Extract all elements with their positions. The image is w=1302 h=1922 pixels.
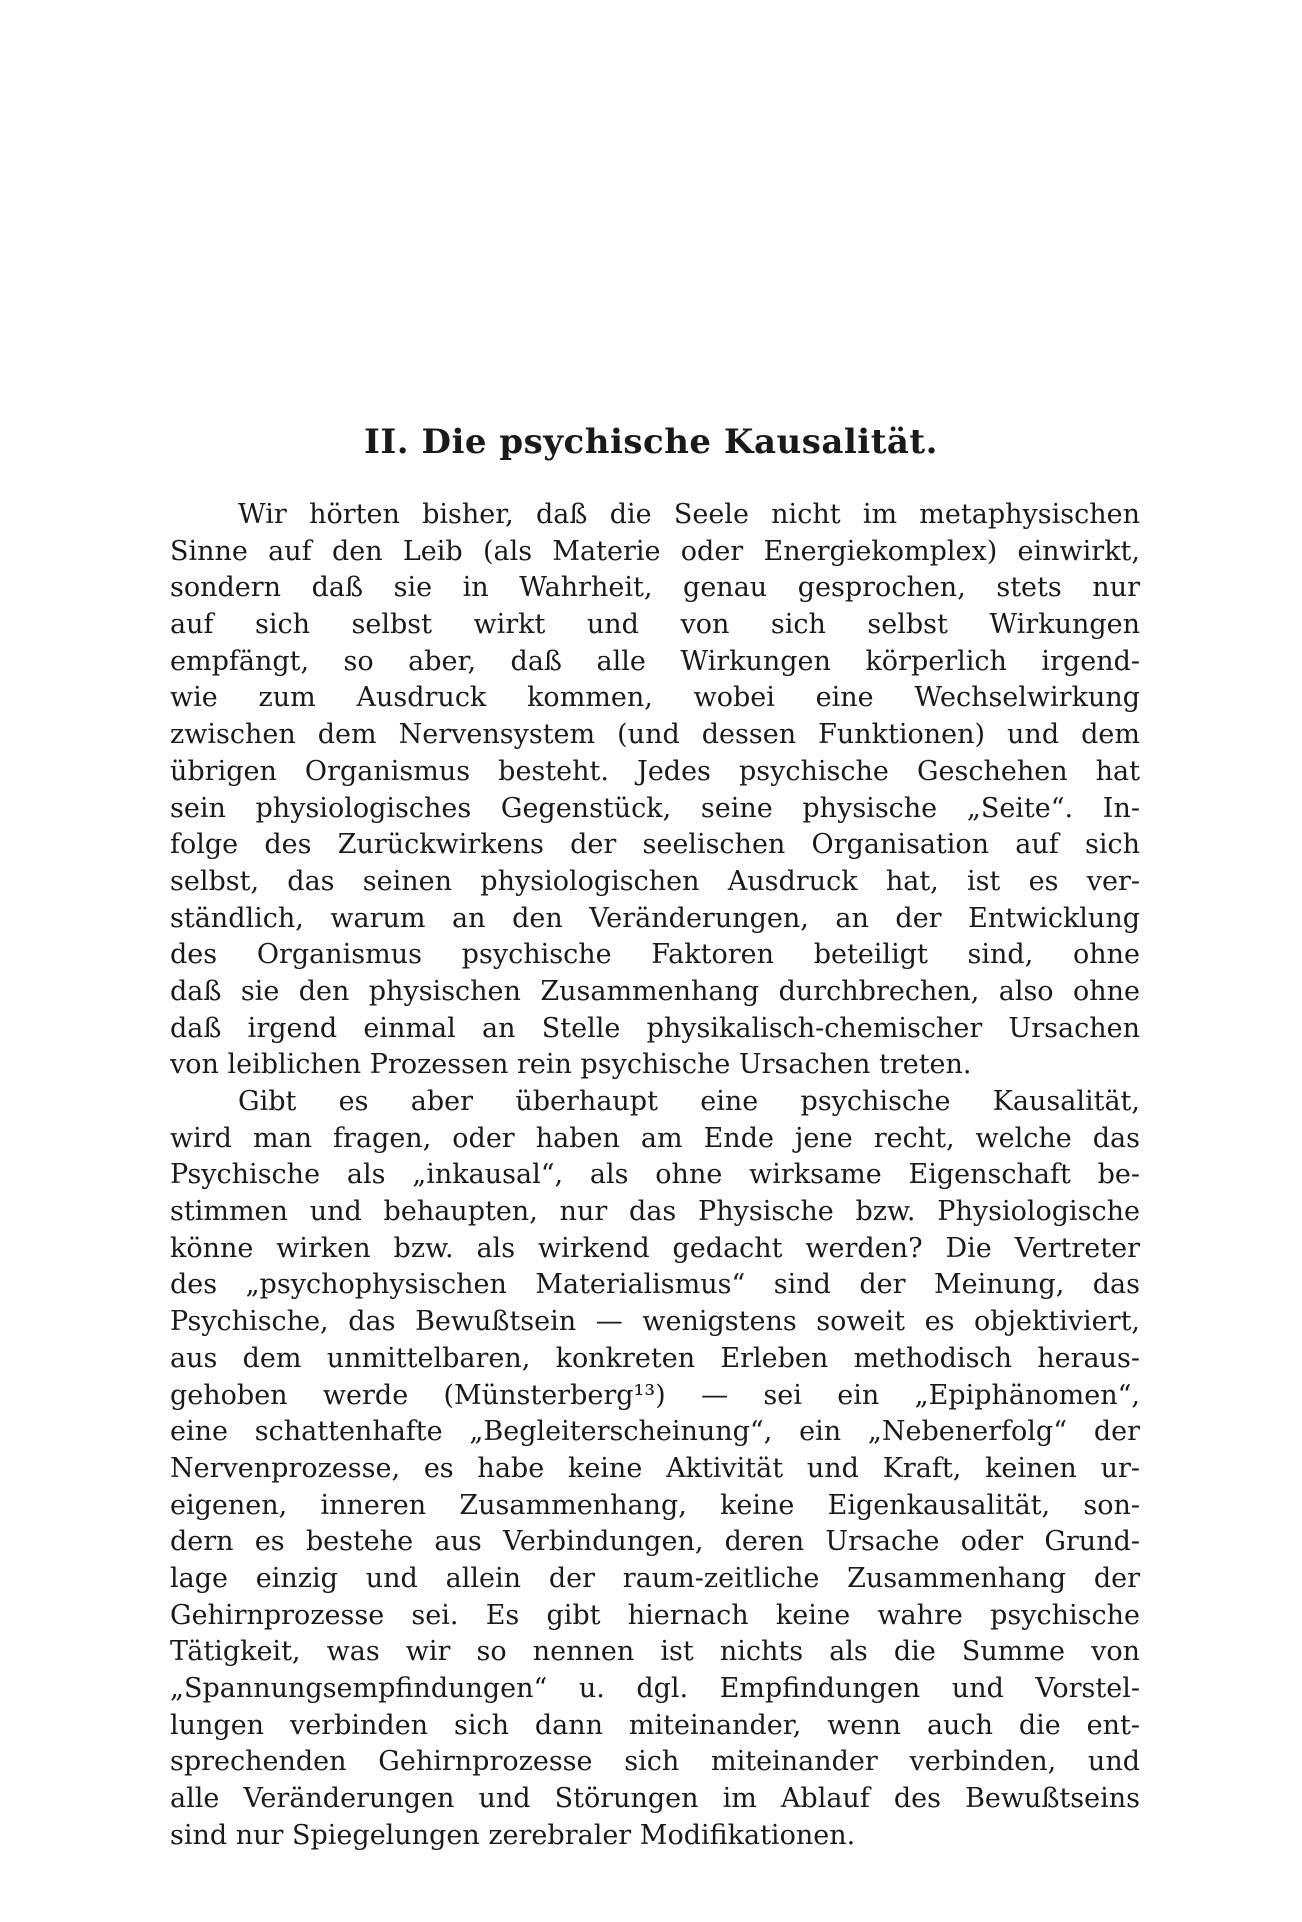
- text-line: sind nur Spiegelungen zerebraler Modifikationen.: [170, 1819, 856, 1851]
- text-line: gehoben werde (Münsterberg¹³) — sei ein „Epiphänomen“,: [170, 1379, 1140, 1411]
- text-line: von leiblichen Prozessen rein psychische Ursachen treten.: [170, 1049, 972, 1081]
- text-line: wird man fragen, oder haben am Ende jene recht, welche das: [170, 1122, 1140, 1154]
- text-line: sondern daß sie in Wahrheit, genau gesprochen, stets nur: [170, 572, 1140, 604]
- text-line: Wir hörten bisher, daß die Seele nicht im metaphysischen: [238, 499, 1140, 530]
- text-line: des „psychophysischen Materialismus“ sind der Meinung, das: [170, 1269, 1140, 1301]
- text-line: „Spannungsempfindungen“ u. dgl. Empfindungen und Vorstel-: [170, 1673, 1140, 1704]
- text-line: daß sie den physischen Zusammenhang durchbrechen, also ohne: [170, 975, 1140, 1007]
- text-line: lungen verbinden sich dann miteinander, wenn auch die ent-: [170, 1709, 1140, 1741]
- text-line: lage einzig und allein der raum-zeitliche Zusammenhang der: [170, 1562, 1140, 1594]
- paragraph-2: [170, 1084, 1140, 1854]
- text-line: Psychische, das Bewußtsein — wenigstens soweit es objektiviert,: [170, 1306, 1140, 1338]
- text-line: Sinne auf den Leib (als Materie oder Energiekomplex) einwirkt,: [170, 535, 1140, 567]
- text-line: eine schattenhafte „Begleiterscheinung“, ein „Nebenerfolg“ der: [170, 1416, 1140, 1448]
- paragraph-1: [170, 497, 1140, 1084]
- text-line: könne wirken bzw. als wirkend gedacht werden? Die Vertreter: [170, 1232, 1140, 1264]
- text-line: daß irgend einmal an Stelle physikalisch-chemischer Ursachen: [170, 1012, 1140, 1044]
- text-line: alle Veränderungen und Störungen im Ablauf des Bewußtseins: [170, 1783, 1140, 1815]
- text-line: selbst, das seinen physiologischen Ausdruck hat, ist es ver-: [170, 865, 1140, 897]
- text-line: stimmen und behaupten, nur das Physische bzw. Physiologische: [170, 1196, 1140, 1228]
- text-line: empfängt, so aber, daß alle Wirkungen körperlich irgend-: [170, 645, 1140, 677]
- text-line: übrigen Organismus besteht. Jedes psychische Geschehen hat: [170, 755, 1140, 787]
- text-line: ständlich, warum an den Veränderungen, an der Entwicklung: [170, 902, 1140, 934]
- text-line: folge des Zurückwirkens der seelischen Organisation auf sich: [170, 829, 1140, 861]
- chapter-title: II. Die psychische Kausalität.: [364, 422, 938, 462]
- text-line: sein physiologisches Gegenstück, seine physische „Seite“. In-: [170, 792, 1140, 824]
- text-line: auf sich selbst wirkt und von sich selbst Wirkungen: [170, 609, 1140, 641]
- text-line: aus dem unmittelbaren, konkreten Erleben methodisch heraus-: [170, 1342, 1140, 1374]
- body-text: [170, 497, 1140, 1854]
- text-line: zwischen dem Nervensystem (und dessen Funktionen) und dem: [170, 719, 1140, 751]
- text-line: dern es bestehe aus Verbindungen, deren Ursache oder Grund-: [170, 1526, 1140, 1558]
- text-line: Nervenprozesse, es habe keine Aktivität und Kraft, keinen ur-: [170, 1452, 1140, 1484]
- text-line: wie zum Ausdruck kommen, wobei eine Wechselwirkung: [170, 682, 1140, 714]
- text-line: Gibt es aber überhaupt eine psychische Kausalität,: [238, 1086, 1140, 1117]
- text-line: eigenen, inneren Zusammenhang, keine Eigenkausalität, son-: [170, 1489, 1140, 1521]
- text-line: Psychische als „inkausal“, als ohne wirksame Eigenschaft be-: [170, 1159, 1140, 1191]
- text-line: Tätigkeit, was wir so nennen ist nichts als die Summe von: [170, 1636, 1140, 1668]
- text-line: sprechenden Gehirnprozesse sich miteinander verbinden, und: [170, 1746, 1140, 1778]
- text-line: des Organismus psychische Faktoren beteiligt sind, ohne: [170, 939, 1140, 971]
- text-line: Gehirnprozesse sei. Es gibt hiernach keine wahre psychische: [170, 1599, 1140, 1631]
